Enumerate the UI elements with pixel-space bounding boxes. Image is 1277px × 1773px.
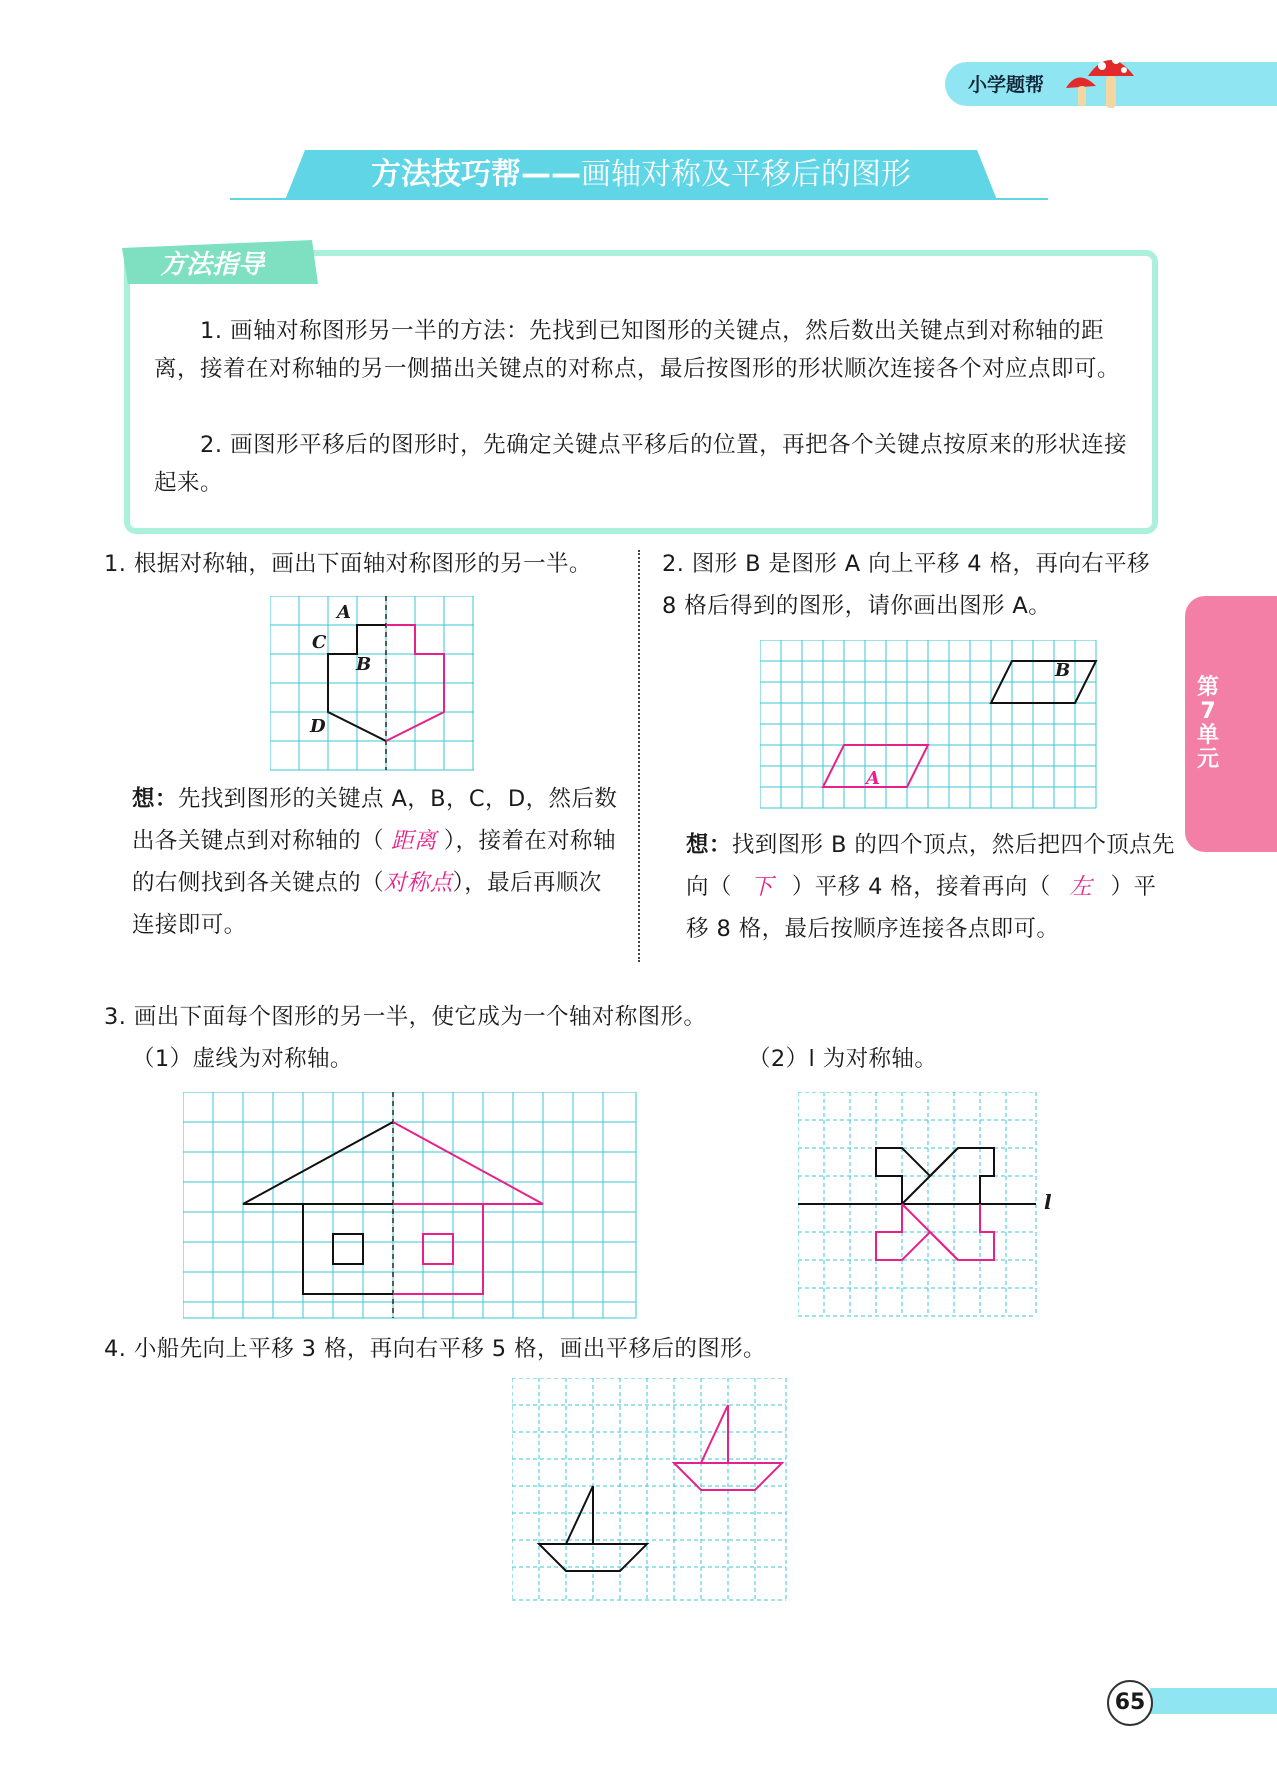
q2-think-prefix: 想： bbox=[686, 832, 732, 858]
mushroom-icon bbox=[1058, 46, 1138, 116]
q1-think-a: 先找到图形的关键点 A，B，C，D，然后数出各关键点到对称轴的（ bbox=[132, 786, 618, 854]
title-dash: —— bbox=[521, 157, 581, 192]
q2-figure bbox=[760, 640, 1098, 818]
q1-grid bbox=[270, 596, 474, 772]
q3-1-figure bbox=[183, 1092, 639, 1320]
page-strip bbox=[1150, 1688, 1277, 1714]
unit-side-tab-text: 第 7 单 元 bbox=[1196, 675, 1219, 772]
q1-think-b: ），接着在对称轴的右侧找到各关键点的（ bbox=[132, 828, 616, 896]
q1-label-d: D bbox=[310, 716, 326, 737]
q4-stem: 4. 小船先向上平移 3 格，再向右平移 5 格，画出平移后的图形。 bbox=[104, 1336, 766, 1362]
column-divider bbox=[638, 550, 640, 962]
guide-paragraph-1: 1. 画轴对称图形另一半的方法：先找到已知图形的关键点，然后数出关键点到对称轴的距离，接着在对称轴的另一侧描出关键点的对称点，最后按图形的形状顺次连接各个对应点即可。 bbox=[154, 318, 1121, 382]
q1-label-b: B bbox=[356, 654, 372, 675]
q3-sub1: （1）虚线为对称轴。 bbox=[132, 1046, 353, 1072]
q2-answer-1: 下 bbox=[750, 874, 774, 900]
title-underline bbox=[230, 198, 1048, 200]
page-number: 65 bbox=[1107, 1680, 1153, 1726]
title-sub: 画轴对称及平移后的图形 bbox=[581, 157, 911, 192]
q2-think-c: ）平移 8 格，最后按顺序连接各点即可。 bbox=[686, 874, 1157, 942]
q1-think bbox=[132, 778, 622, 946]
q2-think-a: 找到图形 B 的四个顶点，然后把四个顶点先向（ bbox=[686, 832, 1175, 900]
q2-grid bbox=[760, 640, 1098, 818]
q4-grid bbox=[512, 1378, 792, 1604]
guide-tag: 方法指导 bbox=[160, 250, 265, 280]
q2-think-b: ）平移 4 格，接着再向（ bbox=[791, 874, 1051, 900]
section-title bbox=[285, 150, 997, 200]
guide-paragraph-2: 2. 画图形平移后的图形时，先确定关键点平移后的位置，再把各个关键点按原来的形状连接起来。 bbox=[154, 432, 1128, 496]
q4-figure bbox=[512, 1378, 792, 1604]
q1-think-c: ），最后再顺次连接即可。 bbox=[132, 870, 602, 938]
q1-stem: 1. 根据对称轴，画出下面轴对称图形的另一半。 bbox=[104, 551, 592, 577]
q3-1-grid bbox=[183, 1092, 639, 1320]
q3-sub2: （2）l 为对称轴。 bbox=[748, 1046, 938, 1072]
title-main: 方法技巧帮 bbox=[371, 157, 521, 192]
q3-stem: 3. 画出下面每个图形的另一半，使它成为一个轴对称图形。 bbox=[104, 1004, 707, 1030]
q2-label-a: A bbox=[866, 768, 880, 789]
q3-2-grid bbox=[798, 1092, 1040, 1320]
q1-label-a: A bbox=[337, 602, 351, 623]
q1-label-c: C bbox=[312, 632, 327, 653]
q2-stem: 2. 图形 B 是图形 A 向上平移 4 格，再向右平移 8 格后得到的图形，请你画出图形 A。 bbox=[662, 551, 1150, 619]
q1-figure bbox=[270, 596, 474, 772]
q2-label-b: B bbox=[1055, 660, 1071, 681]
q2-think bbox=[686, 824, 1176, 950]
q3-axis-label-l: l bbox=[1044, 1190, 1052, 1214]
brand-label: 小学题帮 bbox=[968, 74, 1045, 96]
q1-answer-1: 距离 bbox=[391, 828, 437, 854]
q2-answer-2: 左 bbox=[1069, 874, 1093, 900]
q1-think-prefix: 想： bbox=[132, 786, 178, 812]
q1-answer-2: 对称点 bbox=[383, 870, 453, 896]
q3-2-figure bbox=[798, 1092, 1040, 1320]
